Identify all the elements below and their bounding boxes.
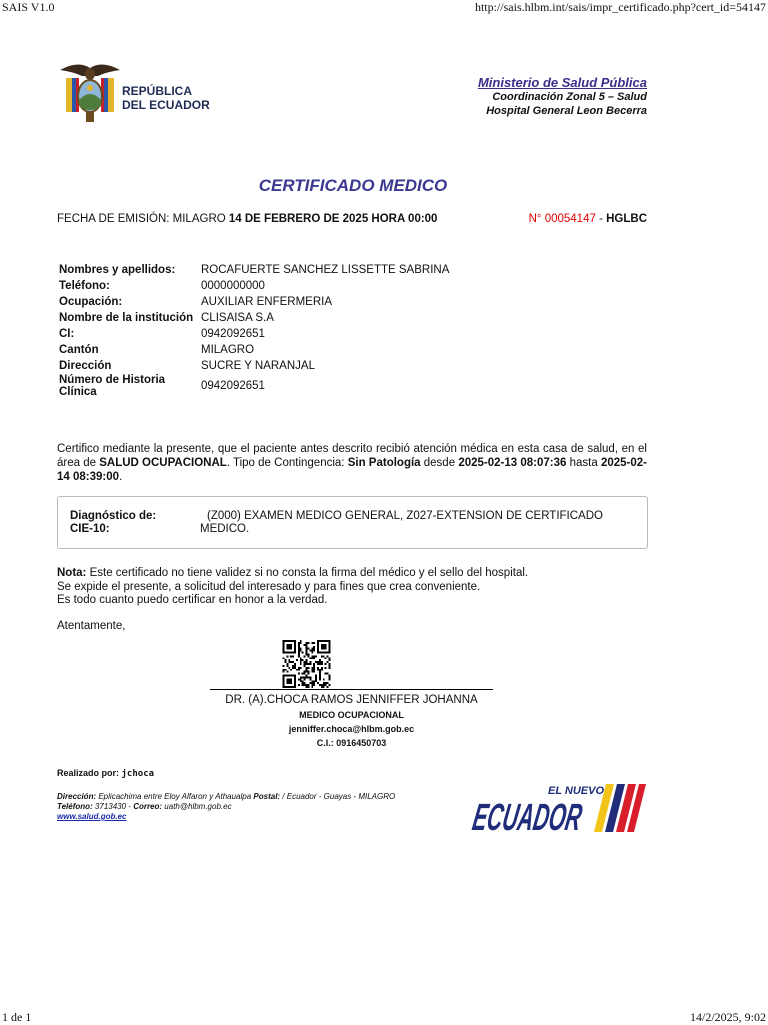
patient-info-value: AUXILIAR ENFERMERIA	[201, 296, 332, 308]
footer-tel-label: Teléfono:	[57, 802, 93, 811]
el-nuevo-ecuador-icon	[469, 780, 670, 839]
emission-date-prefix: FECHA DE EMISIÓN: MILAGRO	[57, 213, 229, 225]
patient-info-value: CLISAISA S.A	[201, 312, 274, 324]
patient-info-label: Nombres y apellidos:	[59, 264, 176, 276]
ministry-header	[478, 76, 647, 118]
ministry-name: Ministerio de Salud Pública	[477, 75, 647, 90]
footer-dir-value: Eplicachima entre Eloy Alfaron y Athaualpa	[96, 792, 254, 801]
signature-line	[210, 689, 493, 690]
patient-info-row	[57, 294, 451, 310]
patient-info-row	[57, 342, 451, 358]
browser-title: SAIS V1.0	[2, 0, 55, 14]
nota-block	[57, 567, 528, 608]
footer-correo-value: uath@hlbm.gob.ec	[162, 802, 232, 811]
patient-info-value: 0942092651	[201, 380, 265, 392]
coat-of-arms-icon	[58, 58, 122, 128]
patient-info-row	[57, 326, 451, 342]
patient-info-value: 0942092651	[201, 328, 265, 340]
statement-hasta: 2025-02-14 08:39:00	[57, 457, 647, 483]
patient-info-table	[57, 262, 451, 398]
patient-info-value: 0000000000	[201, 280, 265, 292]
el-nuevo-ecuador-logo	[469, 780, 670, 839]
diagnosis-label	[70, 510, 156, 536]
statement-desde: 2025-02-13 08:07:36	[458, 457, 567, 469]
diagnosis-label-line-1: Diagnóstico de:	[70, 510, 157, 522]
emission-date-value: 14 DE FEBRERO DE 2025 HORA 00:00	[228, 213, 438, 225]
diagnosis-value: (Z000) EXAMEN MEDICO GENERAL, Z027-EXTENSION DE CERTIFICADO MEDICO.	[200, 510, 603, 535]
nota-line-3: Es todo cuanto puedo certificar en honor a la verdad.	[57, 594, 328, 606]
logo-line-1: REPÚBLICA	[122, 84, 193, 98]
certificate-number	[529, 213, 647, 225]
statement-text-2: . Tipo de Contingencia:	[226, 457, 348, 469]
patient-info-value: SUCRE Y NARANJAL	[201, 360, 315, 372]
qr-code-icon	[282, 640, 331, 688]
doctor-email[interactable]: jenniffer.choca@hlbm.gob.ec	[288, 724, 415, 734]
realizado-por	[57, 768, 154, 779]
svg-text:ECUADOR: ECUADOR	[469, 796, 670, 839]
zone-name: Coordinación Zonal 5 – Salud	[492, 91, 647, 103]
diagnosis-label-line-2: CIE-10:	[70, 523, 110, 535]
nota-label: Nota:	[57, 567, 87, 579]
patient-info-label: Dirección	[59, 360, 112, 372]
certificate-number-value: N° 00054147	[528, 213, 596, 225]
hospital-name: Hospital General Leon Becerra	[486, 105, 647, 117]
patient-info-label: Teléfono:	[59, 280, 110, 292]
footer-tel-value: 3713430 -	[92, 802, 134, 811]
patient-info-value: ROCAFUERTE SANCHEZ LISSETTE SABRINA	[201, 264, 450, 276]
closing-text: Atentamente,	[57, 620, 126, 632]
realizado-user: jchoca	[121, 769, 155, 779]
statement-text-5: .	[119, 471, 123, 483]
print-datetime: 14/2/2025, 9:02	[689, 1010, 766, 1024]
patient-info-label: Ocupación:	[59, 296, 123, 308]
logo-line-2: DEL ECUADOR	[122, 98, 210, 112]
patient-info-row	[57, 358, 451, 374]
footer-contact	[57, 792, 395, 822]
patient-info-label: Cantón	[59, 344, 99, 356]
doctor-ci: C.I.: 0916450703	[316, 738, 387, 748]
patient-info-value: MILAGRO	[201, 344, 255, 356]
page-number: 1 de 1	[2, 1010, 32, 1024]
nota-line-2: Se expide el presente, a solicitud del interesado y para fines que crea conveniente.	[57, 580, 481, 593]
republica-ecuador-label	[122, 84, 210, 112]
patient-info-row	[57, 310, 451, 326]
footer-postal-label: Postal:	[253, 792, 281, 801]
statement-text-3: desde	[420, 457, 459, 469]
statement-text-4: hasta	[566, 457, 601, 469]
patient-info-row	[57, 278, 451, 294]
realizado-label: Realizado por:	[57, 768, 122, 778]
doctor-name: DR. (A).CHOCA RAMOS JENNIFFER JOHANNA	[225, 694, 478, 706]
nota-line-1: Este certificado no tiene validez si no consta la firma del médico y el sello del hospital.	[86, 567, 529, 579]
patient-info-label: Número de Historia Clínica	[59, 374, 166, 398]
certificate-title: CERTIFICADO MEDICO	[258, 176, 448, 195]
footer-dir-label: Dirección:	[57, 792, 97, 801]
statement-contingencia: Sin Patología	[347, 457, 421, 469]
certificate-number-sep: -	[595, 213, 607, 225]
patient-info-row	[57, 262, 451, 278]
patient-info-row	[57, 374, 451, 398]
footer-postal-value: / Ecuador - Guayas - MILAGRO	[280, 792, 396, 801]
svg-text:EL NUEVO: EL NUEVO	[548, 785, 605, 797]
patient-info-label: CI:	[59, 328, 75, 340]
doctor-role: MEDICO OCUPACIONAL	[299, 710, 404, 720]
statement-text-1: Certifico mediante la presente, que el paciente antes descrito recibió atención médica en esta casa de salud, en el área de	[57, 443, 647, 469]
certificate-code: HGLBC	[606, 213, 647, 225]
statement-area: SALUD OCUPACIONAL	[99, 457, 227, 469]
browser-url[interactable]: http://sais.hlbm.int/sais/impr_certificado.php?cert_id=54147	[474, 0, 766, 14]
footer-web-link[interactable]: www.salud.gob.ec	[57, 812, 127, 821]
statement-paragraph	[57, 442, 647, 484]
footer-correo-label: Correo:	[133, 802, 163, 811]
patient-info-label: Nombre de la institución	[59, 312, 194, 324]
emission-date	[57, 213, 437, 225]
